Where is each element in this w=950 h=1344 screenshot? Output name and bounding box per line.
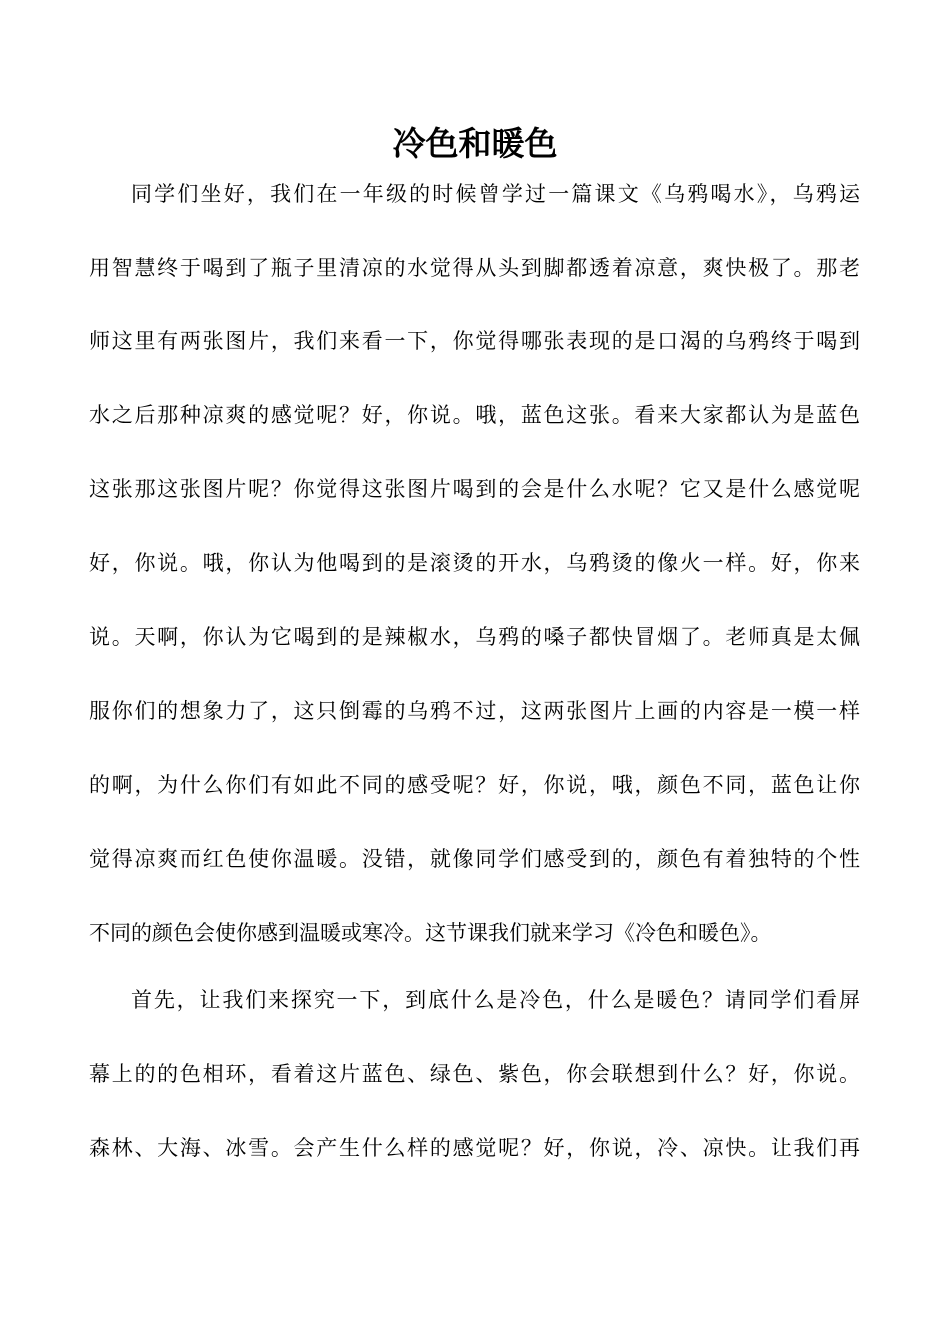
paragraph-1-line-9: 的啊，为什么你们有如此不同的感受呢？好，你说，哦，颜色不同，蓝色让你 (89, 773, 860, 797)
paragraph-1-line-4: 水之后那种凉爽的感觉呢？好，你说。哦，蓝色这张。看来大家都认为是蓝色 (89, 403, 860, 427)
paragraph-1-line-1: 同学们坐好，我们在一年级的时候曾学过一篇课文《乌鸦喝水》，乌鸦运 (131, 182, 860, 206)
document-title: 冷色和暖色 (392, 124, 558, 163)
paragraph-1-line-11: 不同的颜色会使你感到温暖或寒冷。这节课我们就来学习《冷色和暖色》。 (89, 921, 772, 945)
paragraph-1-line-7: 说。天啊，你认为它喝到的是辣椒水，乌鸦的嗓子都快冒烟了。老师真是太佩 (89, 625, 860, 649)
paragraph-2-line-1: 首先，让我们来探究一下，到底什么是冷色，什么是暖色？请同学们看屏 (131, 988, 860, 1012)
paragraph-1-line-8: 服你们的想象力了，这只倒霉的乌鸦不过，这两张图片上画的内容是一模一样 (89, 699, 860, 723)
paragraph-2-line-2: 幕上的的色相环，看着这片蓝色、绿色、紫色，你会联想到什么？好，你说。 (89, 1062, 860, 1086)
paragraph-1-line-10: 觉得凉爽而红色使你温暖。没错，就像同学们感受到的，颜色有着独特的个性 (89, 847, 860, 871)
paragraph-1-line-2: 用智慧终于喝到了瓶子里清凉的水觉得从头到脚都透着凉意，爽快极了。那老 (89, 256, 860, 280)
paragraph-1-line-5: 这张那这张图片呢？你觉得这张图片喝到的会是什么水呢？它又是什么感觉呢 (89, 477, 860, 501)
paragraph-1-line-6: 好，你说。哦，你认为他喝到的是滚烫的开水，乌鸦烫的像火一样。好，你来 (89, 551, 860, 575)
paragraph-2-line-3: 森林、大海、冰雪。会产生什么样的感觉呢？好，你说，冷、凉快。让我们再 (89, 1136, 860, 1160)
paragraph-1-line-3: 师这里有两张图片，我们来看一下，你觉得哪张表现的是口渴的乌鸦终于喝到 (89, 329, 860, 353)
